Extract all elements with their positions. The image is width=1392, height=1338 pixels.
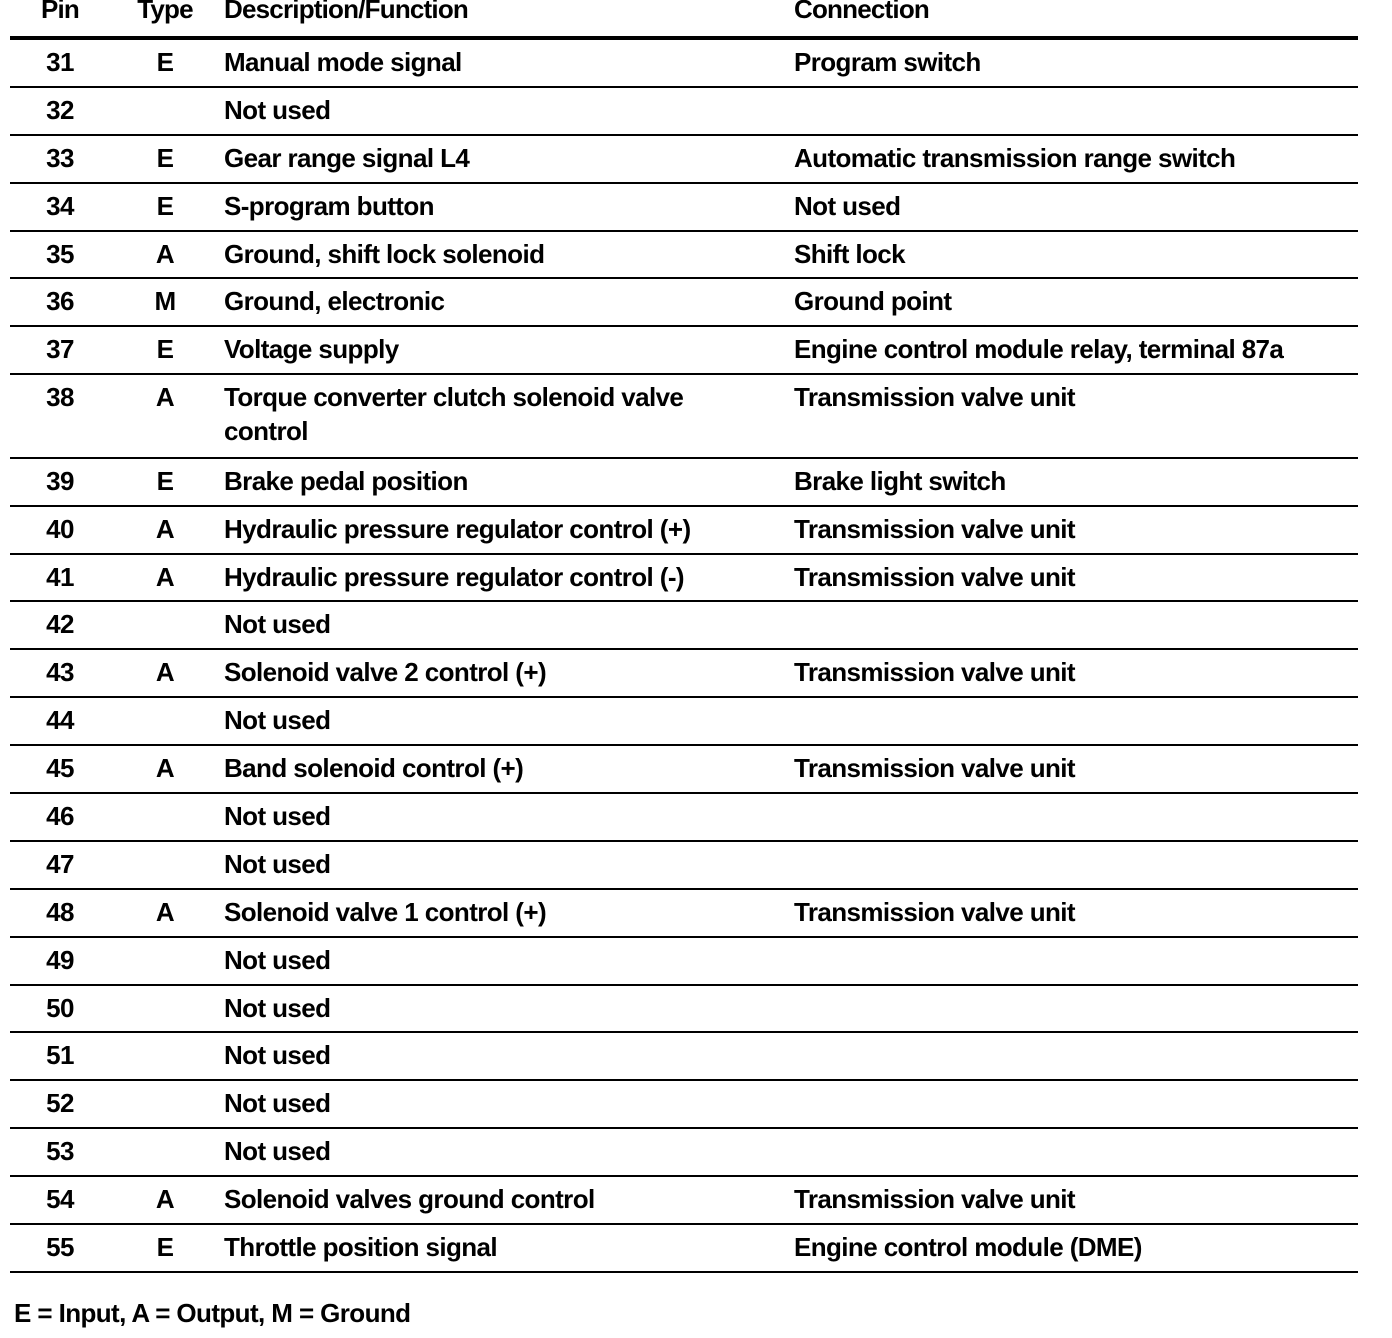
description-cell: Not used [224, 609, 331, 640]
description-cell: Not used [224, 1040, 331, 1071]
type-cell: A [155, 382, 175, 413]
pin-cell: 48 [46, 896, 74, 927]
description-cell: Hydraulic pressure regulator control (+) [224, 513, 691, 544]
connection-cell: Program switch [794, 47, 981, 77]
connection-cell: Transmission valve unit [794, 513, 1075, 544]
description-cell: Manual mode signal [224, 47, 462, 77]
legend: E = Input, A = Output, M = Ground [14, 1298, 411, 1328]
pin-cell: 43 [46, 657, 74, 688]
description-cell: S-program button [224, 190, 434, 221]
connection-cell: Ground point [794, 286, 952, 317]
table-row [10, 136, 1358, 184]
type-cell: E [156, 334, 174, 365]
type-cell: E [156, 190, 174, 221]
table-row [10, 279, 1358, 327]
description-cell: Not used [224, 1136, 331, 1167]
pin-cell: 36 [46, 286, 74, 317]
description-cell: Gear range signal L4 [224, 142, 470, 173]
table-row [10, 1033, 1358, 1081]
pin-cell: 46 [46, 800, 74, 831]
table-row [10, 327, 1358, 375]
description-cell: Hydraulic pressure regulator control (-) [224, 561, 684, 592]
pin-cell: 50 [46, 992, 74, 1023]
type-cell: E [156, 465, 174, 496]
table-row [10, 1177, 1358, 1225]
table-row [10, 890, 1358, 938]
connection-cell: Transmission valve unit [794, 657, 1075, 688]
pin-cell: 54 [46, 1184, 74, 1215]
connection-cell: Engine control module (DME) [794, 1231, 1142, 1262]
description-cell: Brake pedal position [224, 465, 468, 496]
table-row [10, 459, 1358, 507]
type-cell: A [155, 561, 175, 592]
table-header [10, 0, 1358, 40]
description-cell: Solenoid valve 2 control (+) [224, 657, 547, 688]
header-type: Type [137, 0, 193, 24]
type-cell: E [156, 1231, 174, 1262]
description-cell: Band solenoid control (+) [224, 753, 524, 784]
type-cell: E [156, 142, 174, 173]
table-row [10, 938, 1358, 986]
header-connection: Connection [794, 0, 929, 24]
pin-cell: 33 [46, 142, 74, 173]
pin-cell: 41 [46, 561, 74, 592]
table-row [10, 88, 1358, 136]
pin-cell: 55 [46, 1231, 74, 1262]
pin-cell: 47 [46, 848, 74, 879]
description-cell: Not used [224, 800, 331, 831]
description-cell: Not used [224, 1088, 331, 1119]
description-cell: Ground, shift lock solenoid [224, 238, 545, 269]
pin-cell: 51 [46, 1040, 74, 1071]
table-row [10, 184, 1358, 232]
connection-cell: Transmission valve unit [794, 382, 1075, 413]
type-cell: A [155, 238, 175, 269]
pin-cell: 34 [46, 190, 74, 221]
table-body [10, 40, 1358, 1273]
pin-cell: 45 [46, 753, 74, 784]
connection-cell: Automatic transmission range switch [794, 142, 1236, 173]
connection-cell: Transmission valve unit [794, 561, 1075, 592]
connection-cell: Engine control module relay, terminal 87a [794, 334, 1284, 365]
header-description: Description/Function [224, 0, 469, 24]
description-cell: Not used [224, 705, 331, 736]
table-row [10, 650, 1358, 698]
table-row [10, 232, 1358, 280]
pin-cell: 39 [46, 465, 74, 496]
table-row [10, 555, 1358, 603]
type-cell: E [156, 47, 174, 77]
pin-cell: 49 [46, 944, 74, 975]
table-row [10, 1129, 1358, 1177]
pin-cell: 32 [46, 94, 74, 125]
pin-cell: 35 [46, 238, 74, 269]
description-cell: Throttle position signal [224, 1231, 498, 1262]
pin-cell: 31 [46, 47, 74, 77]
table-row [10, 746, 1358, 794]
description-cell: Not used [224, 992, 331, 1023]
type-cell: A [155, 1184, 175, 1215]
type-cell: M [154, 286, 176, 317]
connection-cell: Not used [794, 190, 901, 221]
description-cell: Torque converter clutch solenoid valve control [224, 382, 684, 447]
pin-cell: 37 [46, 334, 74, 365]
connection-cell: Transmission valve unit [794, 1184, 1075, 1215]
pin-assignment-table [10, 0, 1358, 1273]
description-cell: Solenoid valve 1 control (+) [224, 896, 547, 927]
pin-cell: 42 [46, 609, 74, 640]
table-row [10, 1225, 1358, 1273]
header-pin: Pin [40, 0, 80, 24]
connection-cell: Shift lock [794, 238, 906, 269]
pin-cell: 52 [46, 1088, 74, 1119]
pin-cell: 38 [46, 382, 74, 413]
table-row [10, 507, 1358, 555]
table-row [10, 842, 1358, 890]
pin-cell: 40 [46, 513, 74, 544]
table-row [10, 698, 1358, 746]
type-cell: A [155, 896, 175, 927]
description-cell: Not used [224, 944, 331, 975]
connection-cell: Transmission valve unit [794, 753, 1075, 784]
type-cell: A [155, 657, 175, 688]
pin-cell: 53 [46, 1136, 74, 1167]
pin-cell: 44 [46, 705, 74, 736]
description-cell: Not used [224, 94, 331, 125]
type-cell: A [155, 753, 175, 784]
description-cell: Not used [224, 848, 331, 879]
table-row [10, 602, 1358, 650]
table-row [10, 40, 1358, 88]
connection-cell: Transmission valve unit [794, 896, 1075, 927]
table-row [10, 1081, 1358, 1129]
description-cell: Solenoid valves ground control [224, 1184, 595, 1215]
table-row [10, 375, 1358, 459]
table-row [10, 794, 1358, 842]
table-row [10, 986, 1358, 1034]
connection-cell: Brake light switch [794, 465, 1006, 496]
type-cell: A [155, 513, 175, 544]
description-cell: Ground, electronic [224, 286, 445, 317]
description-cell: Voltage supply [224, 334, 399, 365]
